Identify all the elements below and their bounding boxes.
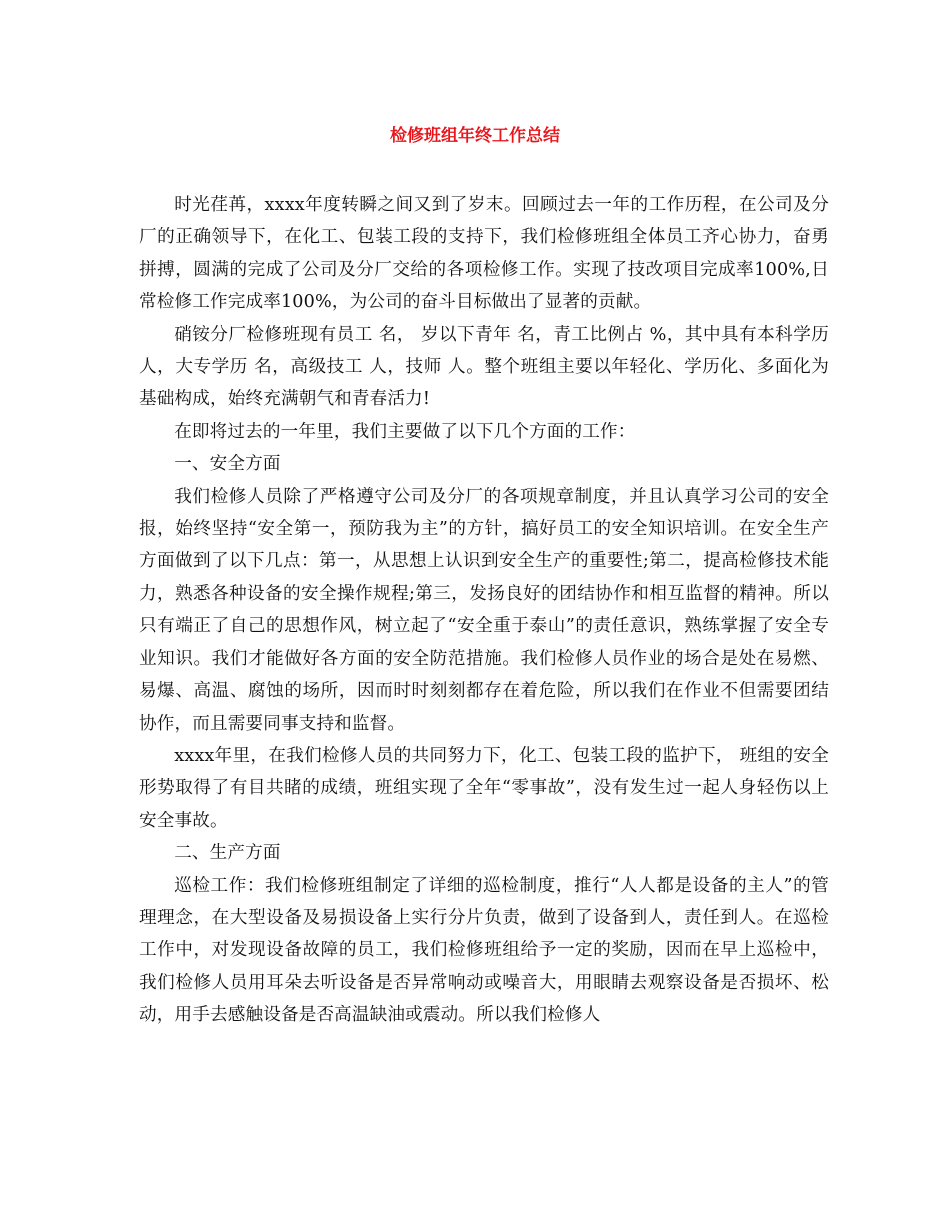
document-body [139,189,829,1032]
paragraph-work-overview: 在即将过去的一年里，我们主要做了以下几个方面的工作： [174,421,636,442]
section-heading-production: 二、生产方面 [174,843,281,864]
paragraph-team-composition: 硝铵分厂检修班现有员工 名， 岁以下青年 名，青工比例占 %，其中具有本科学历 人，大专学历 名，高级技工 人，技师 人。整个班组主要以年轻化、学历化、多面化为基础构成，始终充满朝气和青春活力! [139,324,829,410]
paragraph-safety-details: 我们检修人员除了严格遵守公司及分厂的各项规章制度，并且认真学习公司的安全报，始终坚持“安全第一，预防我为主”的方针，搞好员工的安全知识培训。在安全生产方面做到了以下几点：第一，从思想上认识到安全生产的重要性;第二，提高检修技术能力，熟悉各种设备的安全操作规程;第三，发扬良好的团结协作和相互监督的精神。所以只有端正了自己的思想作风，树立起了“安全重于泰山”的责任意识，熟练掌握了安全专业知识。我们才能做好各方面的安全防范措施。我们检修人员作业的场合是处在易燃、易爆、高温、腐蚀的场所，因而时时刻刻都存在着危险，所以我们在作业不但需要团结协作，而且需要同事支持和监督。 [139,486,829,734]
document-title: 检修班组年终工作总结 [390,126,560,146]
paragraph-intro: 时光荏苒，xxxx年度转瞬之间又到了岁末。回顾过去一年的工作历程，在公司及分厂的正确领导下，在化工、包装工段的支持下，我们检修班组全体员工齐心协力，奋勇拼搏，圆满的完成了公司及分厂交给的各项检修工作。实现了技改项目完成率100%,日常检修工作完成率100%，为公司的奋斗目标做出了显著的贡献。 [139,195,829,313]
paragraph-safety-results: xxxx年里，在我们检修人员的共同努力下，化工、包装工段的监护下， 班组的安全形势取得了有目共睹的成绩，班组实现了全年“零事故”，没有发生过一起人身轻伤以上安全事故。 [139,745,829,831]
section-heading-safety: 一、安全方面 [174,454,281,475]
paragraph-inspection-work: 巡检工作：我们检修班组制定了详细的巡检制度，推行“人人都是设备的主人”的管理理念，在大型设备及易损设备上实行分片负责，做到了设备到人，责任到人。在巡检工作中，对发现设备故障的员工，我们检修班组给予一定的奖励，因而在早上巡检中，我们检修人员用耳朵去听设备是否异常响动或噪音大，用眼睛去观察设备是否损坏、松动，用手去感触设备是否高温缺油或震动。所以我们检修人 [139,875,829,1026]
